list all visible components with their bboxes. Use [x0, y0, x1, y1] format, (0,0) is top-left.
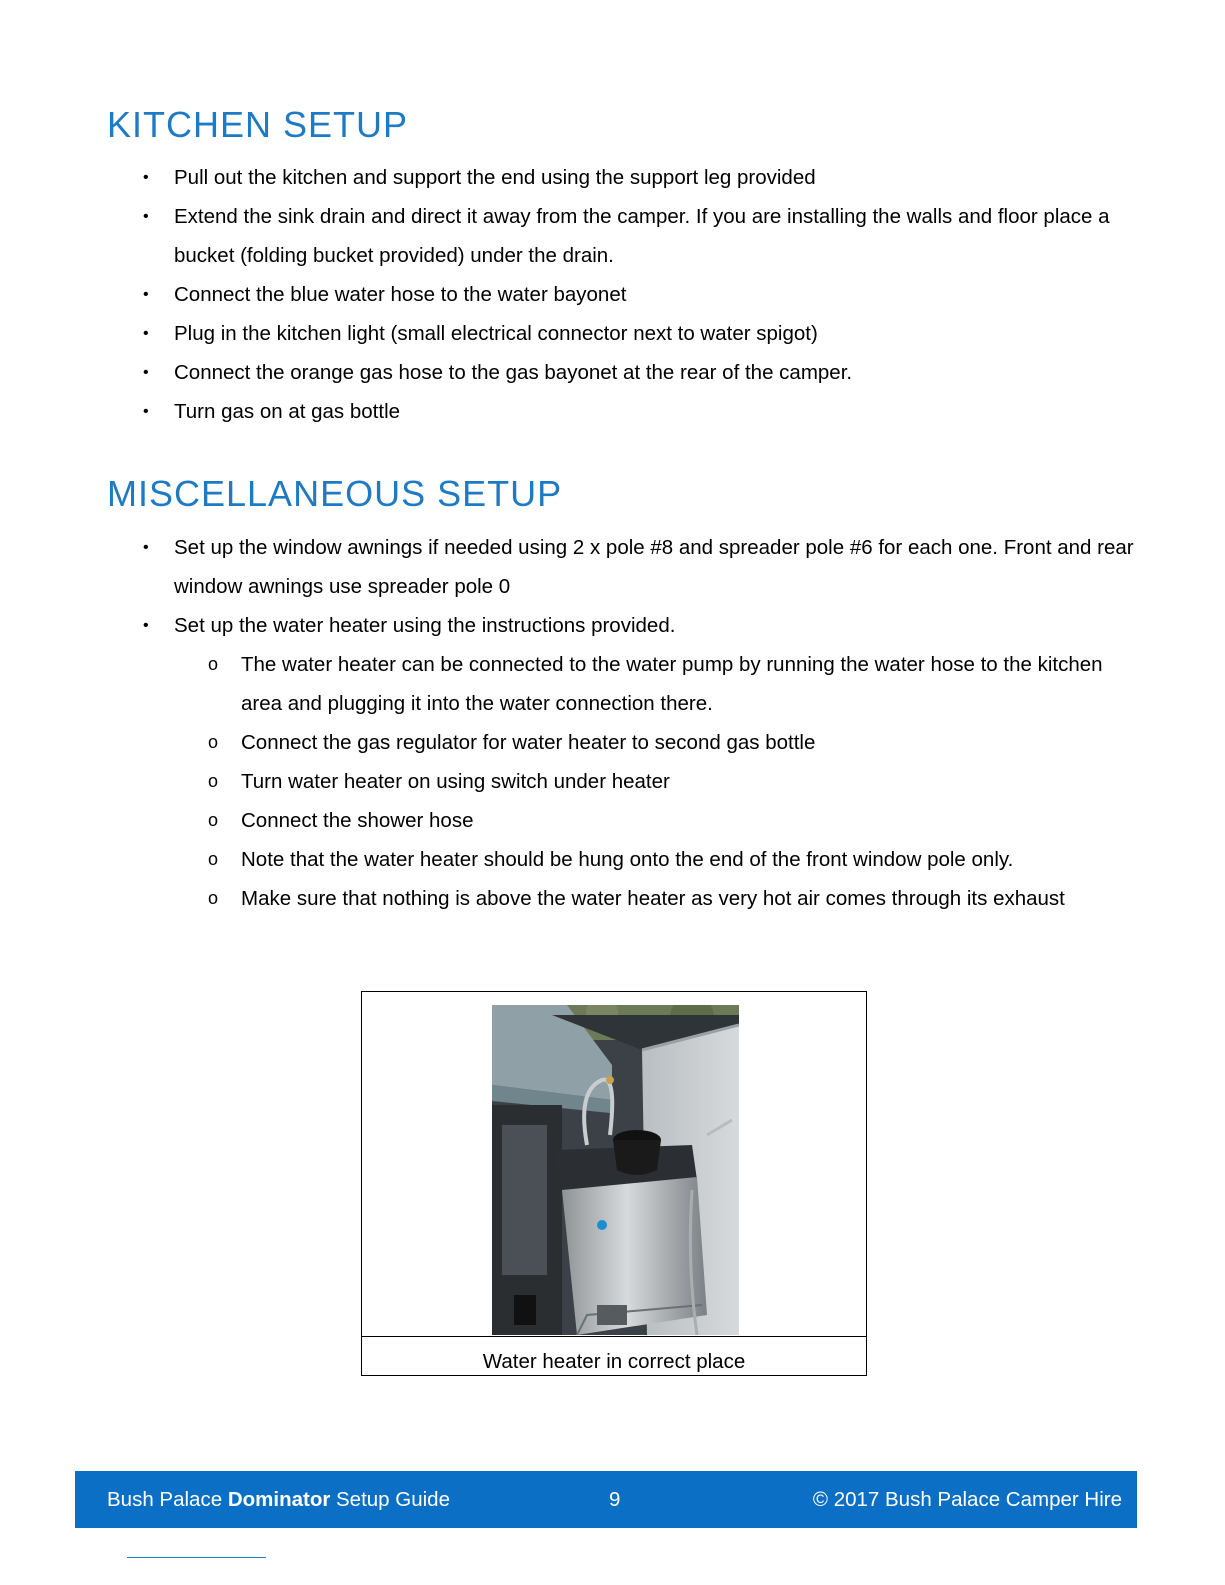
bullet-icon: • [143, 364, 149, 381]
kitchen-setup-heading: KITCHEN SETUP [107, 104, 409, 145]
sub-bullet-icon: o [208, 771, 219, 791]
list-item: • Set up the window awnings if needed using 2 x pole #8 and spreader pole #6 for each one. Front and rear window awnings use spreader pole 0 [0, 528, 1134, 606]
bullet-icon: • [143, 325, 149, 342]
sub-bullet-icon: o [208, 654, 219, 674]
sub-list-item: o Make sure that nothing is above the water heater as very hot air comes through its exhaust [0, 879, 1121, 918]
footer-copyright: © 2017 Bush Palace Camper Hire [812, 1488, 1122, 1511]
page-footer [75, 1471, 1137, 1528]
page-number: 9 [609, 1488, 621, 1511]
figure-table [361, 991, 867, 1376]
water-heater-photo [492, 1005, 739, 1335]
list-item: • Extend the sink drain and direct it away from the camper. If you are installing the walls and floor place a bucket (folding bucket provided) under the drain. [0, 197, 1134, 275]
list-item: • Plug in the kitchen light (small electrical connector next to water spigot) [0, 314, 1134, 353]
list-item: • Pull out the kitchen and support the end using the support leg provided [0, 158, 1134, 197]
figure-divider [362, 1336, 866, 1337]
bullet-icon: • [143, 617, 149, 634]
miscellaneous-setup-list [0, 528, 1225, 918]
bullet-icon: • [143, 208, 149, 225]
miscellaneous-setup-heading: MISCELLANEOUS SETUP [107, 473, 563, 514]
bullet-icon: • [143, 539, 149, 556]
list-item: • Connect the blue water hose to the water bayonet [0, 275, 1134, 314]
sub-list-item: o The water heater can be connected to the water pump by running the water hose to the kitchen area and plugging it into the water connection there. [0, 645, 1121, 723]
bullet-icon: • [143, 169, 149, 186]
sub-bullet-icon: o [208, 888, 219, 908]
sub-bullet-icon: o [208, 810, 219, 830]
sub-list-item: o Turn water heater on using switch under heater [0, 762, 1121, 801]
list-item: • Turn gas on at gas bottle [0, 392, 1134, 431]
figure-caption: Water heater in correct place [482, 1350, 746, 1373]
kitchen-setup-list [0, 158, 1225, 431]
sub-list-item: o Connect the shower hose [0, 801, 1121, 840]
sub-list-item: o Note that the water heater should be hung onto the end of the front window pole only. [0, 840, 1121, 879]
sub-list-item: o Connect the gas regulator for water heater to second gas bottle [0, 723, 1121, 762]
bullet-icon: • [143, 403, 149, 420]
sub-bullet-icon: o [208, 849, 219, 869]
list-item: • Connect the orange gas hose to the gas bayonet at the rear of the camper. [0, 353, 1134, 392]
link-underline [127, 1557, 266, 1558]
bullet-icon: • [143, 286, 149, 303]
list-item: • Set up the water heater using the instructions provided. [0, 606, 1134, 645]
sub-bullet-icon: o [208, 732, 219, 752]
footer-title: Bush Palace Dominator Setup Guide [107, 1488, 450, 1511]
